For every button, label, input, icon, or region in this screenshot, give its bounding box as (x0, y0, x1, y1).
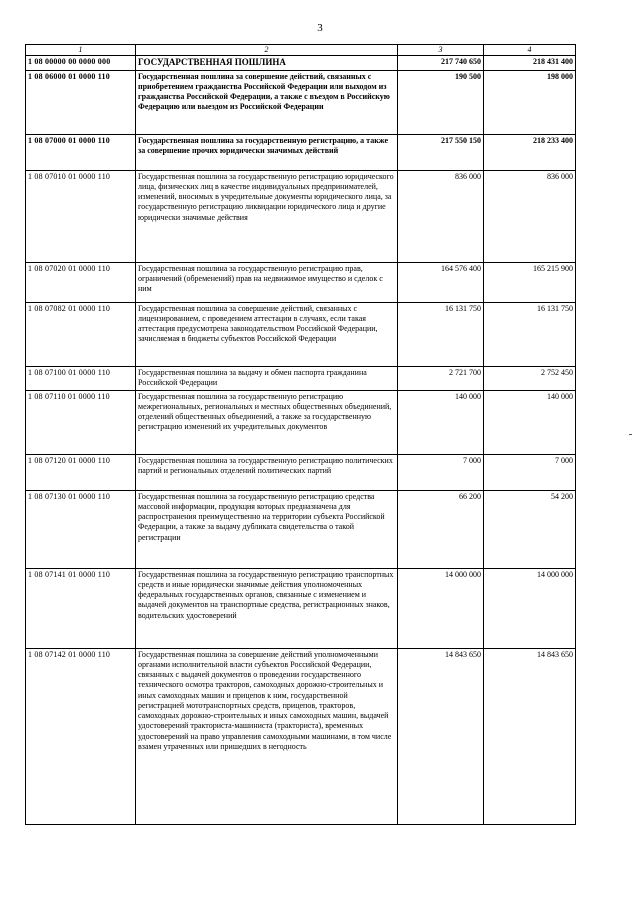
code-cell: 1 08 07100 01 0000 110 (26, 366, 136, 390)
plan-value-cell: 7 000 (398, 454, 484, 490)
code-cell: 1 08 07141 01 0000 110 (26, 568, 136, 648)
plan-value-cell: 14 843 650 (484, 648, 576, 824)
table-row (26, 302, 576, 366)
plan-value-cell: 165 215 900 (484, 262, 576, 302)
plan-value-cell: 836 000 (484, 170, 576, 262)
name-cell: Государственная пошлина за государственную регистрацию средства массовой информации, продукция которых предназначена для распространения преимущественно на территории субъекта Российской Федерации, а также за выдачу дубликата свидетельства о такой регистрации (136, 490, 398, 568)
column-number: 3 (398, 45, 484, 56)
plan-value-cell: 14 000 000 (398, 568, 484, 648)
code-cell: 1 08 00000 00 0000 000 (26, 56, 136, 71)
plan-value-cell: 7 000 (484, 454, 576, 490)
table-row (26, 454, 576, 490)
plan-value-cell: 836 000 (398, 170, 484, 262)
table-row (26, 390, 576, 454)
table-row (26, 568, 576, 648)
code-cell: 1 08 07020 01 0000 110 (26, 262, 136, 302)
column-number: 1 (26, 45, 136, 56)
plan-value-cell: 190 500 (398, 70, 484, 134)
code-cell: 1 08 07010 01 0000 110 (26, 170, 136, 262)
plan-value-cell: 218 233 400 (484, 134, 576, 170)
column-number-row (26, 45, 576, 56)
page-number: 3 (317, 22, 323, 34)
plan-value-cell: 164 576 400 (398, 262, 484, 302)
table-row (26, 366, 576, 390)
code-cell: 1 08 07120 01 0000 110 (26, 454, 136, 490)
name-cell: Государственная пошлина за государственную регистрацию межрегиональных, региональных и местных общественных объединений, отделений общественных объединений, а также за государственную регистрацию изменений их учредительных документов (136, 390, 398, 454)
plan-value-cell: 198 000 (484, 70, 576, 134)
column-number: 4 (484, 45, 576, 56)
table-row (26, 648, 576, 824)
table-row (26, 134, 576, 170)
code-cell: 1 08 07082 01 0000 110 (26, 302, 136, 366)
code-cell: 1 08 07000 01 0000 110 (26, 134, 136, 170)
column-number: 2 (136, 45, 398, 56)
code-cell: 1 08 06000 01 0000 110 (26, 70, 136, 134)
plan-value-cell: 140 000 (398, 390, 484, 454)
plan-value-cell: 218 431 400 (484, 56, 576, 71)
scan-mark (629, 434, 632, 435)
plan-value-cell: 66 200 (398, 490, 484, 568)
code-cell: 1 08 07130 01 0000 110 (26, 490, 136, 568)
plan-value-cell: 14 843 650 (398, 648, 484, 824)
name-cell: Государственная пошлина за государственную регистрацию юридического лица, физических лиц в качестве индивидуальных предпринимателей, изменений, вносимых в учредительные документы юридического лица, за государственную регистрацию ликвидации юридического лица и другие юридически значимые действия (136, 170, 398, 262)
table-body (26, 56, 576, 825)
plan-value-cell: 16 131 750 (484, 302, 576, 366)
plan-value-cell: 2 752 450 (484, 366, 576, 390)
plan-value-cell: 14 000 000 (484, 568, 576, 648)
name-cell: Государственная пошлина за совершение действий, связанных с лицензированием, с проведением аттестации в случаях, если такая аттестация предусмотрена законодательством Российской Федерации, зачисляемая в бюджеты субъектов Российской Федерации (136, 302, 398, 366)
table-row (26, 56, 576, 71)
code-cell: 1 08 07142 01 0000 110 (26, 648, 136, 824)
table-row (26, 170, 576, 262)
name-cell: Государственная пошлина за совершение действий, связанных с приобретением гражданства Российской Федерации или выходом из гражданства Российской Федерации, а также с въездом в Российскую Федерацию или выездом из Российской Федерации (136, 70, 398, 134)
revenue-table (25, 44, 576, 825)
name-cell: Государственная пошлина за государственную регистрацию транспортных средств и иные юридически значимые действия уполномоченных федеральных государственных органов, связанные с изменением и выдачей документов на транспортные средства, регистрационных знаков, водительских удостоверений (136, 568, 398, 648)
plan-value-cell: 217 550 150 (398, 134, 484, 170)
table-row (26, 262, 576, 302)
table-row (26, 490, 576, 568)
plan-value-cell: 140 000 (484, 390, 576, 454)
name-cell: Государственная пошлина за выдачу и обмен паспорта гражданина Российской Федерации (136, 366, 398, 390)
name-cell: Государственная пошлина за государственную регистрацию прав, ограничений (обременений) прав на недвижимое имущество и сделок с ним (136, 262, 398, 302)
code-cell: 1 08 07110 01 0000 110 (26, 390, 136, 454)
name-cell: Государственная пошлина за совершение действий уполномоченными органами исполнительной власти субъектов Российской Федерации, связанных с выдачей документов о проведении государственного технического осмотра тракторов, самоходных дорожно-строительных и иных самоходных машин и прицепов к ним, государственной регистрацией мототранспортных средств, прицепов, тракторов, самоходных дорожно-строительных и иных самоходных машин, выдачей удостоверений тракториста-машиниста (тракториста), временных удостоверений на право управления самоходными машинами, в том числе взамен утраченных или пришедших в негодность (136, 648, 398, 824)
table-row (26, 70, 576, 134)
name-cell: Государственная пошлина за государственную регистрацию политических партий и региональных отделений политических партий (136, 454, 398, 490)
plan-value-cell: 54 200 (484, 490, 576, 568)
plan-value-cell: 2 721 700 (398, 366, 484, 390)
name-cell: Государственная пошлина за государственную регистрацию, а также за совершение прочих юридически значимых действий (136, 134, 398, 170)
plan-value-cell: 16 131 750 (398, 302, 484, 366)
name-cell: ГОСУДАРСТВЕННАЯ ПОШЛИНА (136, 56, 398, 71)
plan-value-cell: 217 740 650 (398, 56, 484, 71)
